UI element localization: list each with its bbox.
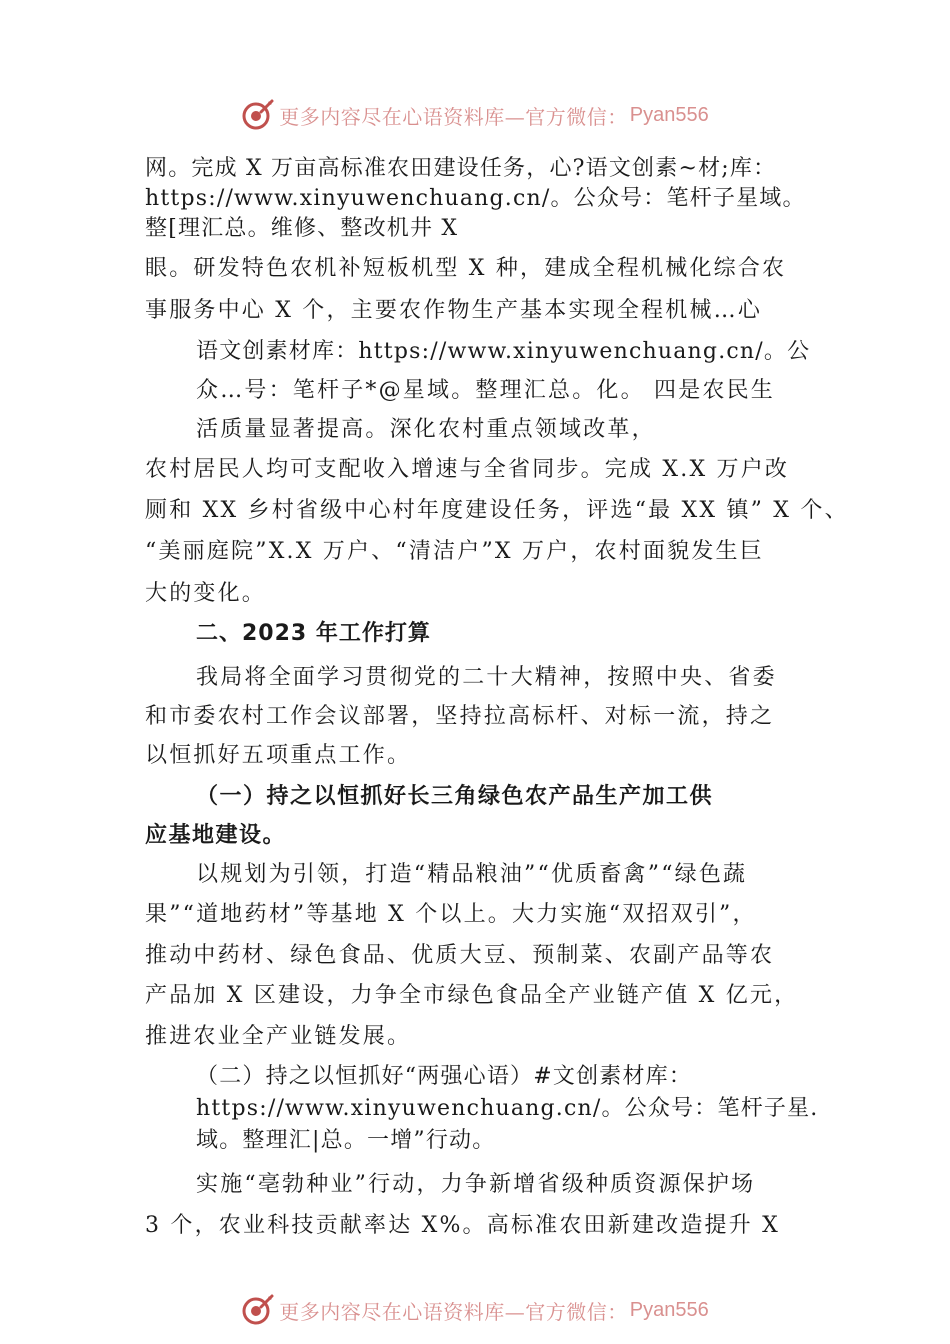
section-heading: 二、2023 年工作打算 [196, 621, 431, 646]
footer-watermark-text: 更多内容尽在心语资料库—官方微信： [279, 1299, 628, 1324]
text-line: 推进农业全产业链发展。 [145, 1024, 412, 1049]
text-line: 产品加 X 区建设，力争全市绿色食品全产业链产值 X 亿元， [145, 983, 799, 1008]
text-line: 3 个，农业科技贡献率达 X%。高标准农田新建改造提升 X [145, 1213, 781, 1238]
text-line: 推动中药材、绿色食品、优质大豆、预制菜、农副产品等农 [145, 943, 775, 968]
text-line: 语文创素材库：https://www.xinyuwenchuang.cn/。公 [196, 339, 811, 364]
subsection-heading: （一）持之以恒抓好长三角绿色农产品生产加工供 [196, 783, 714, 809]
text-line: （二）持之以恒抓好“两强心语）#文创素材库： [196, 1064, 693, 1089]
text-line: 眼。研发特色农机补短板机型 X 种，建成全程机械化综合农 [145, 256, 787, 281]
footer-wechat-id: Pyan556 [629, 1298, 709, 1321]
text-line: https://www.xinyuwenchuang.cn/。公众号：笔杆子星域。 [145, 186, 806, 211]
text-line: 事服务中心 X 个，主要农作物生产基本实现全程机械…心 [145, 298, 763, 323]
brush-logo-icon [241, 1293, 275, 1327]
text-line: 活质量显著提高。深化农村重点领域改革， [196, 417, 656, 442]
header-watermark-text: 更多内容尽在心语资料库—官方微信： [279, 104, 628, 129]
text-line: 我局将全面学习贯彻党的二十大精神，按照中央、省委 [196, 665, 777, 690]
text-line: 众…号：笔杆子*@星域。整理汇总。化。 四是农民生 [196, 378, 775, 403]
text-line: 网。完成 X 万亩高标准农田建设任务，心?语文创素~材;库： [145, 156, 777, 181]
text-line: 以规划为引领，打造“精品粮油”“优质畜禽”“绿色蔬 [196, 862, 748, 887]
header-watermark [0, 95, 950, 135]
subsection-heading: 应基地建设。 [145, 822, 287, 848]
text-line: 域。整理汇|总。一增”行动。 [196, 1128, 496, 1153]
text-line: 整[理汇总。维修、整改机井 X [145, 216, 459, 241]
text-line: 大的变化。 [145, 581, 267, 606]
text-line: 农村居民人均可支配收入增速与全省同步。完成 X.X 万户改 [145, 457, 790, 482]
text-line: 以恒抓好五项重点工作。 [145, 743, 412, 768]
footer-watermark [0, 1290, 950, 1330]
text-line: 厕和 XX 乡村省级中心村年度建设任务，评选“最 XX 镇” X 个、 [145, 498, 849, 523]
brush-logo-icon [241, 98, 275, 132]
text-line: https://www.xinyuwenchuang.cn/。公众号：笔杆子星. [196, 1096, 819, 1121]
text-line: 果”“道地药材”等基地 X 个以上。大力实施“双招双引”， [145, 902, 757, 927]
header-wechat-id: Pyan556 [629, 103, 709, 126]
text-line: “美丽庭院”X.X 万户、“清洁户”X 万户，农村面貌发生巨 [145, 539, 764, 564]
text-line: 实施“亳勃种业”行动，力争新增省级种质资源保护场 [196, 1172, 756, 1197]
text-line: 和市委农村工作会议部署，坚持拉高标杆、对标一流，持之 [145, 704, 775, 729]
